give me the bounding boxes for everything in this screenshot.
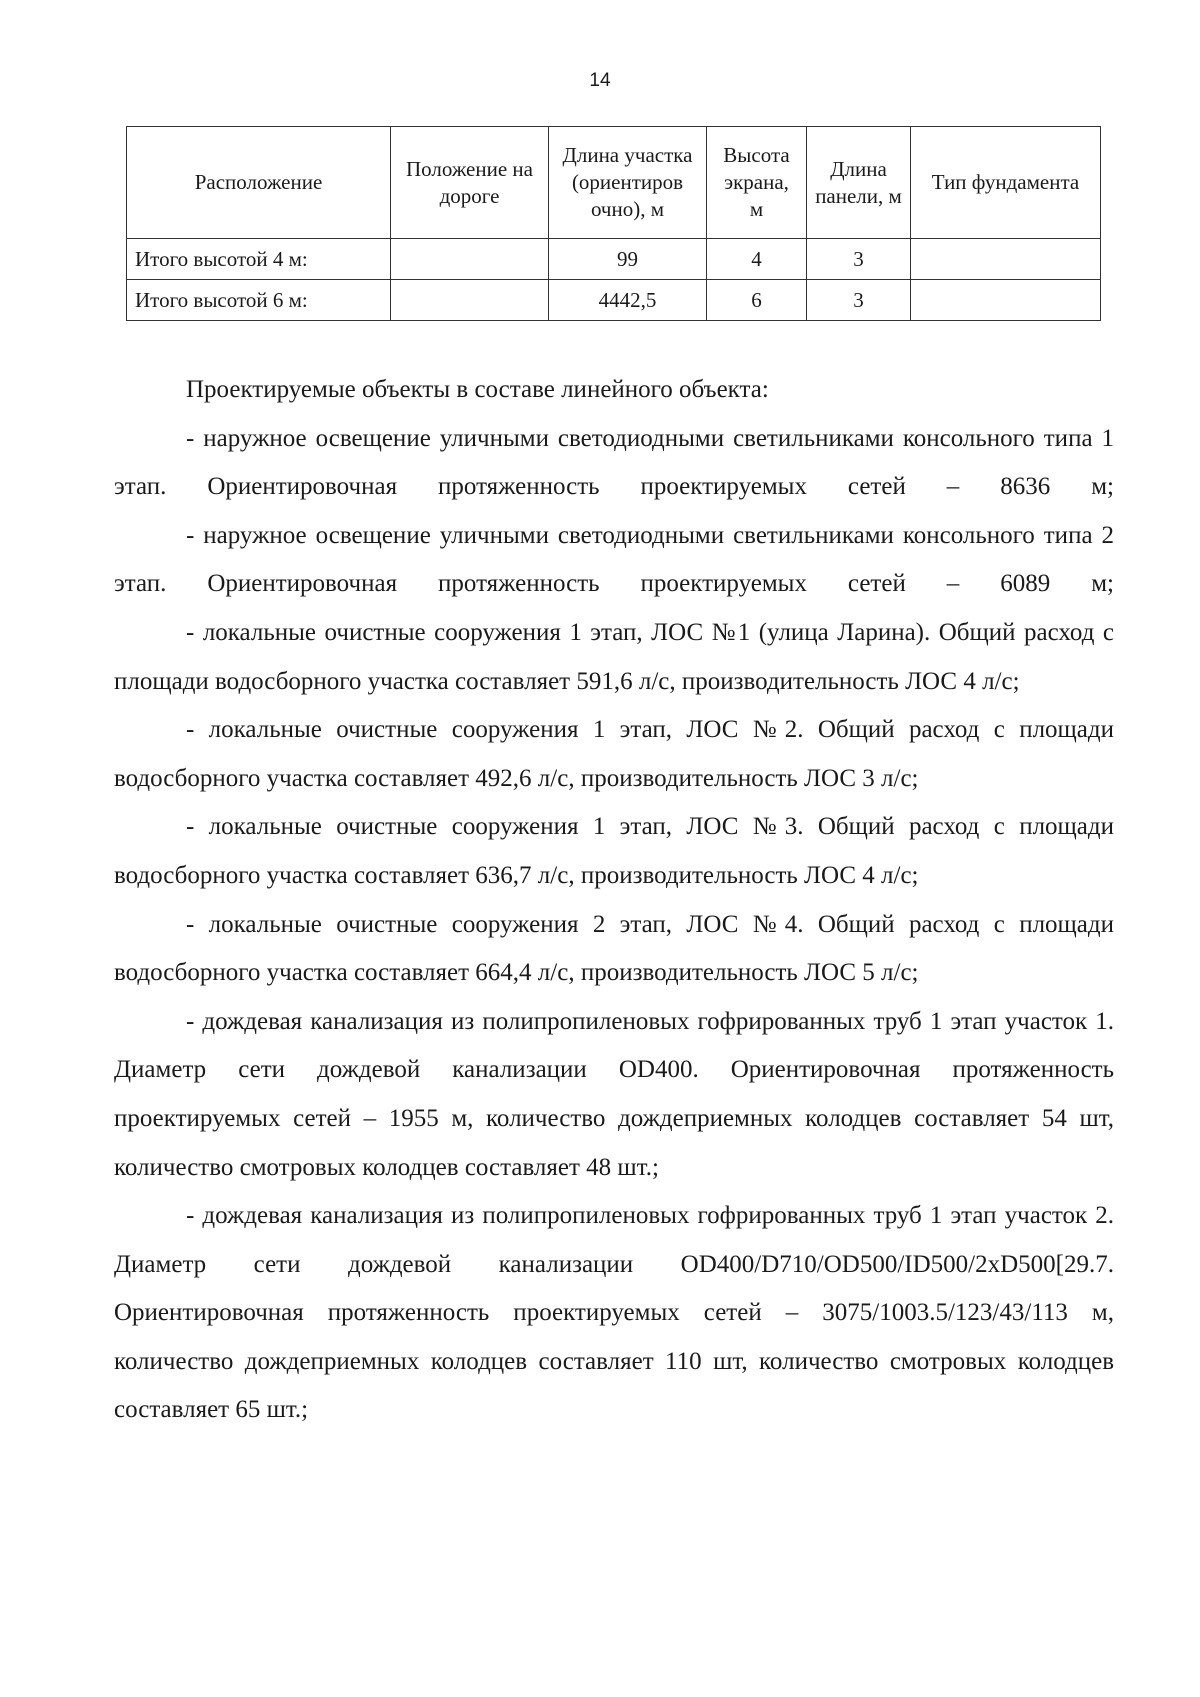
table-row	[127, 280, 1101, 321]
table-cell: Итого высотой 4 м:	[127, 239, 391, 280]
table-cell: Итого высотой 6 м:	[127, 280, 391, 321]
header-road-position: Положение на дороге	[391, 127, 549, 239]
header-foundation-type: Тип фундамента	[911, 127, 1101, 239]
list-item: - дождевая канализация из полипропиленовых гофрированных труб 1 этап участок 2. Диаметр сети дождевой канализации OD400/D710/OD500/ID500/2xD500[29.7. Ориентировочная протяженность проектируемых сетей – 3075/1003.5/123/43/113 м, количество дождеприемных колодцев составляет 110 шт, количество смотровых колодцев составляет 65 шт.;	[114, 1202, 1114, 1424]
list-item: - наружное освещение уличными светодиодными светильниками консольного типа 2 этап. Ориентировочная протяженность проектируемых сетей – 6089 м;	[114, 521, 1114, 598]
table-cell: 4	[707, 239, 807, 280]
table-cell: 6	[707, 280, 807, 321]
table-cell	[911, 239, 1101, 280]
table-cell: 3	[807, 239, 911, 280]
table-cell	[391, 280, 549, 321]
list-item: - локальные очистные сооружения 1 этап, ЛОС №2. Общий расход с площади водосборного участка составляет 492,6 л/с, производительность ЛОС 3 л/с;	[114, 716, 1114, 792]
table-cell	[911, 280, 1101, 321]
page-number: 14	[589, 70, 611, 91]
header-location: Расположение	[127, 127, 391, 239]
header-screen-height: Высота экрана, м	[707, 127, 807, 239]
table-cell	[391, 239, 549, 280]
table-cell: 99	[549, 239, 707, 280]
table-row	[127, 239, 1101, 280]
table-cell: 3	[807, 280, 911, 321]
list-item: - наружное освещение уличными светодиодными светильниками консольного типа 1 этап. Ориентировочная протяженность проектируемых сетей – 8636 м;	[114, 424, 1114, 501]
document-body	[114, 366, 1114, 1435]
table-header-row	[127, 127, 1101, 239]
list-item: - локальные очистные сооружения 2 этап, ЛОС №4. Общий расход с площади водосборного участка составляет 664,4 л/с, производительность ЛОС 5 л/с;	[114, 910, 1114, 987]
list-item: - дождевая канализация из полипропиленовых гофрированных труб 1 этап участок 1. Диаметр сети дождевой канализации OD400. Ориентировочная протяженность проектируемых сетей – 1955 м, количество дождеприемных колодцев составляет 54 шт, количество смотровых колодцев составляет 48 шт.;	[114, 1007, 1114, 1181]
header-panel-length: Длина панели, м	[807, 127, 911, 239]
section-intro: Проектируемые объекты в составе линейного объекта:	[186, 376, 769, 403]
list-item: - локальные очистные сооружения 1 этап, ЛОС №1 (улица Ларина). Общий расход с площади водосборного участка составляет 591,6 л/с, производительность ЛОС 4 л/с;	[114, 618, 1114, 695]
table-cell: 4442,5	[549, 280, 707, 321]
list-item: - локальные очистные сооружения 1 этап, ЛОС №3. Общий расход с площади водосборного участка составляет 636,7 л/с, производительность ЛОС 4 л/с;	[114, 813, 1114, 889]
header-section-length: Длина участка (ориентиров очно), м	[549, 127, 707, 239]
fence-summary-table	[126, 126, 1101, 321]
